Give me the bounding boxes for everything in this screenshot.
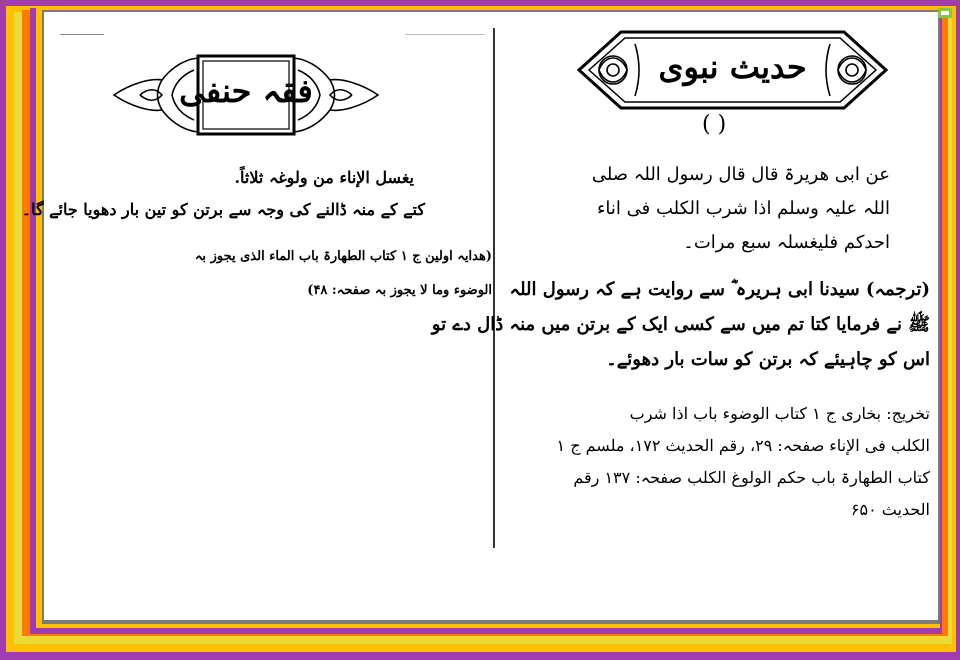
text-line: کتاب الطھارۃ باب حکم الولوغ الکلب صفحہ: ۱۳۷ رقم (573, 468, 930, 487)
fiqh-urdu-text (21, 200, 425, 219)
hadith-title-cartouche (575, 24, 890, 116)
fiqh-reference (40, 240, 492, 308)
fiqh-title-cartouche (110, 50, 382, 140)
text-line: الکلب فی الإناء صفحہ: ۲۹، رقم الحدیث ۱۷۲، ملسم ج ۱ (556, 436, 930, 455)
rule-mark (405, 34, 485, 35)
text-line: (ھدایہ اولین ج ۱ کتاب الطھارۃ باب الماء الذی یجوز بہ (194, 249, 492, 264)
text-line: اس کو چاہیئے کہ برتن کو سات بار دھوئے۔ (606, 349, 930, 370)
column-divider (493, 28, 495, 548)
text-line: احدکم فلیغسلہ سبع مرات۔ (683, 232, 890, 253)
text-line: یغسل الإناء من ولوغہ ثلاثاً. (234, 168, 414, 187)
hadith-number-mark: ( ) (702, 112, 727, 137)
hadith-title: حدیث نبوی (658, 48, 807, 86)
text-line: (ترجمہ) سیدنا ابی ہریرہ ؓ سے روایت ہے کہ رسول اللہ (509, 279, 930, 300)
fiqh-title: فقہ حنفی (179, 72, 313, 110)
hadith-urdu-translation (431, 272, 930, 377)
fiqh-arabic-text (200, 168, 414, 187)
hadith-arabic-text (505, 158, 890, 260)
text-line: ﷺ نے فرمایا کتا تم میں سے کسی ایک کے برتن میں منہ ڈال دے تو (431, 314, 930, 335)
rule-mark (60, 34, 104, 35)
text-line: اللہ علیہ وسلم اذا شرب الکلب فی اناء (596, 198, 890, 219)
corner-mark (938, 8, 952, 18)
text-line: الوضوء وما لا یجوز بہ صفحہ: ۴۸) (307, 283, 492, 298)
text-line: تخریج: بخاری ج ۱ کتاب الوضوء باب اذا شرب (629, 404, 930, 423)
text-line: عن ابی ھریرۃ قال قال رسول اللہ صلی (591, 164, 890, 185)
text-line: الحدیث ۶۵۰ (850, 500, 930, 519)
text-line: کتے کے منہ ڈالنے کی وجہ سے برتن کو تین بار دھویا جائے گا۔ (21, 200, 425, 219)
hadith-reference (505, 398, 930, 526)
